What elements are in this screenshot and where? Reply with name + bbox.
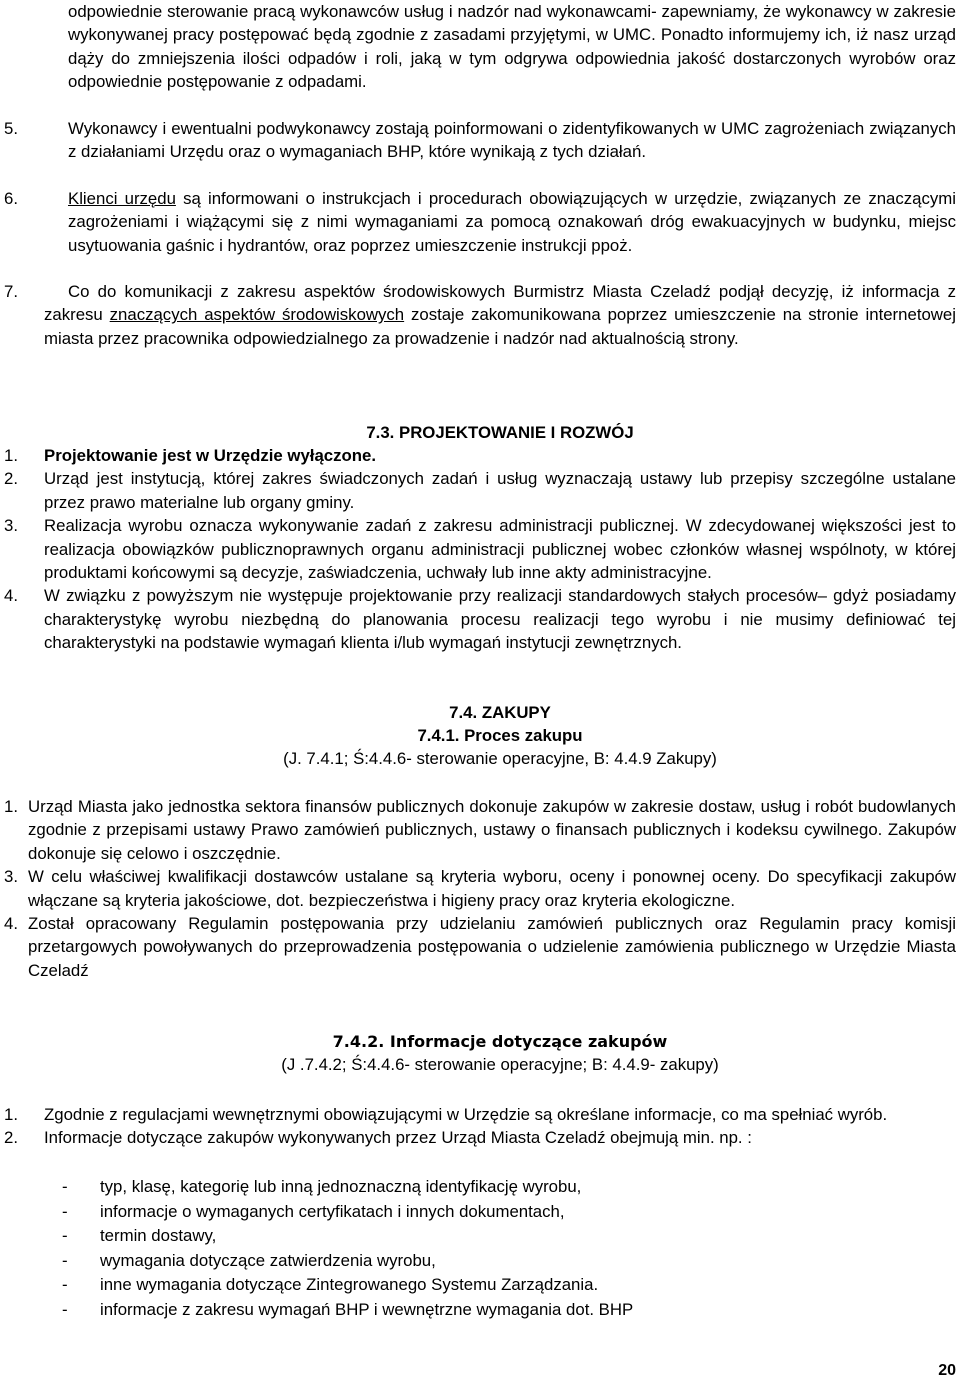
s74-list	[4, 795, 960, 982]
dash-list	[62, 1175, 960, 1323]
dash-text: wymagania dotyczące zatwierdzenia wyrobu,	[100, 1250, 436, 1270]
dash-bullet: -	[62, 1250, 68, 1270]
dash-text: informacje z zakresu wymagań BHP i wewnętrzne wymagania dot. BHP	[100, 1299, 634, 1319]
dash-item	[62, 1175, 956, 1200]
section-heading-7-4: 7.4. ZAKUPY	[449, 703, 551, 722]
paragraph-text: odpowiednie sterowanie pracą wykonawców usług i nadzór nad wykonawcami- zapewniamy, że wykonawcy w zakresie wykonywanej pracy postępować będą zgodnie z zasadami przyjętymi, w UMC. Ponadto informujemy ich, iż nasz urząd dąży do zmniejszenia ilości odpadów i roli, jaką w tym odgrywa odpowiednia jakość dostarczonych wyrobów oraz odpowiednie postępowanie z odpadami.	[68, 2, 956, 92]
dash-bullet: -	[62, 1177, 68, 1196]
item-number: 3.	[4, 867, 18, 887]
item-number: 4.	[4, 914, 18, 934]
section-reference: (J .7.4.2; Ś:4.4.6- sterowanie operacyjne; B: 4.4.9- zakupy)	[281, 1055, 719, 1074]
item-number: 1.	[4, 446, 18, 465]
dash-bullet: -	[62, 1299, 68, 1319]
list-item	[4, 444, 956, 467]
item-text: W związku z powyższym nie występuje projektowanie przy realizacji standardowych stałych procesów– gdyż posiadamy charakterystykę wyrobu niezbędną do planowania procesu realizacji tego wyrobu i nie musimy definiować tej charakterystyki na podstawie wymagań klienta i/lub wymagań instytucji zewnętrznych.	[44, 586, 956, 653]
underlined-phrase: znaczących aspektów środowiskowych	[109, 305, 405, 325]
section-reference: (J. 7.4.1; Ś:4.4.6- sterowanie operacyjne, B: 4.4.9 Zakupy)	[283, 749, 717, 768]
list-item	[4, 1103, 956, 1126]
list-item	[4, 514, 956, 584]
item-number: 4.	[4, 586, 18, 606]
item-number: 2.	[4, 469, 18, 489]
item-text	[44, 280, 956, 350]
list-item	[4, 912, 956, 982]
list-item-6	[4, 187, 960, 257]
item-number: 1.	[4, 1105, 18, 1124]
list-item-5	[4, 117, 960, 164]
item-text: Zgodnie z regulacjami wewnętrznymi obowiązującymi w Urzędzie są określane informacje, co ma spełniać wyrób.	[44, 1105, 888, 1124]
item-text: Wykonawcy i ewentualni podwykonawcy zostają poinformowani o zidentyfikowanych w UMC zagrożeniach związanych z działaniami Urzędu oraz o wymaganiach BHP, które wynikają z tych działań.	[68, 119, 956, 162]
item-number: 7.	[4, 282, 18, 301]
dash-bullet: -	[62, 1275, 68, 1295]
item-number: 3.	[4, 516, 18, 536]
dash-text: inne wymagania dotyczące Zintegrowanego Systemu Zarządzania.	[100, 1275, 599, 1295]
continuation-paragraph	[68, 0, 956, 94]
dash-item	[62, 1224, 956, 1249]
item-number: 2.	[4, 1128, 18, 1148]
list-item-7	[4, 280, 960, 350]
page-number: 20	[938, 1362, 956, 1379]
dash-item	[62, 1200, 956, 1225]
dash-item	[62, 1298, 956, 1323]
dash-bullet: -	[62, 1226, 68, 1246]
item-text: Urząd Miasta jako jednostka sektora finansów publicznych dokonuje zakupów w zakresie dostaw, usług i robót budowlanych zgodnie z przepisami ustawy Prawo zamówień publicznych, ustawy o finansach publicznych i kodeksu cywilnego. Zakupów dokonuje się celowo i oszczędnie.	[28, 797, 956, 863]
item-number: 6.	[4, 189, 18, 208]
item-text: Urząd jest instytucją, której zakres świadczonych zadań i usług wyznaczają ustawy lub przepisy szczególne ustalane przez prawo materialne lub organy gminy.	[44, 469, 956, 512]
item-text: Realizacja wyrobu oznacza wykonywanie zadań z zakresu administracji publicznej. W zdecydowanej większości jest to realizacja obowiązków publicznoprawnych organu administracji publicznej wobec członków własnej wspólnoty, w której produktami końcowymi są decyzje, zaświadczenia, uchwały lub inne akty administracyjne.	[44, 516, 956, 583]
dash-text: typ, klasę, kategorię lub inną jednoznaczną identyfikację wyrobu,	[100, 1177, 582, 1196]
item-text-part1: Co do komunikacji z zakresu aspektów środowiskowych Burmistrz Miasta Czeladź podjął decyzję, iż informacja z zakresu	[44, 282, 956, 325]
dash-text: termin dostawy,	[100, 1226, 217, 1246]
item-text: W celu właściwej kwalifikacji dostawców ustalane są kryteria wyboru, oceny i ponownej oceny. Do specyfikacji zakupów włączane są kryteria jakościowe, dot. bezpieczeństwa i higieny pracy oraz kryteria ekologiczne.	[28, 867, 956, 910]
dash-text: informacje o wymaganych certyfikatach i innych dokumentach,	[100, 1201, 565, 1221]
dash-bullet: -	[62, 1201, 68, 1221]
item-text: Informacje dotyczące zakupów wykonywanych przez Urząd Miasta Czeladź obejmują min. np. :	[44, 1128, 752, 1148]
item-text: Projektowanie jest w Urzędzie wyłączone.	[44, 446, 377, 465]
list-item	[4, 795, 956, 865]
item-number: 5.	[4, 119, 18, 138]
list-item	[4, 584, 956, 654]
list-item	[4, 467, 956, 514]
item-text-part2: zostaje zakomunikowana poprzez umieszczenie na stronie internetowej miasta przez pracownika odpowiedzialnego za prowadzenie i nadzór nad aktualnością strony.	[44, 305, 956, 348]
section-heading-7-3: 7.3. PROJEKTOWANIE I ROZWÓJ	[366, 423, 634, 442]
list-item	[4, 865, 956, 912]
item-text-rest: są informowani o instrukcjach i procedurach obowiązujących w urzędzie, związanych ze znaczącymi zagrożeniami i wiążącymi się z nimi wymaganiami za pomocą oznakowań dróg ewakuacyjnych w budynku, miejsc usytuowania gaśnic i hydrantów, oraz poprzez umieszczenie instrukcji ppoż.	[68, 189, 956, 255]
item-text	[68, 187, 956, 257]
subsection-heading-7-4-1: 7.4.1. Proces zakupu	[417, 726, 583, 745]
item-text: Został opracowany Regulamin postępowania przy udzielaniu zamówień publicznych oraz Regulamin pracy komisji przetargowych powoływanych do przeprowadzenia postępowania o udzielenie zamówienia publicznego w Urzędzie Miasta Czeladź	[28, 914, 956, 980]
s73-list	[4, 444, 960, 655]
underlined-phrase: Klienci urzędu	[68, 189, 176, 208]
dash-item	[62, 1249, 956, 1274]
list-item	[4, 1126, 956, 1149]
s742-list	[4, 1103, 960, 1150]
dash-item	[62, 1273, 956, 1298]
subsection-heading-7-4-2: 7.4.2. Informacje dotyczące zakupów	[332, 1032, 668, 1051]
item-number: 1.	[4, 797, 18, 816]
